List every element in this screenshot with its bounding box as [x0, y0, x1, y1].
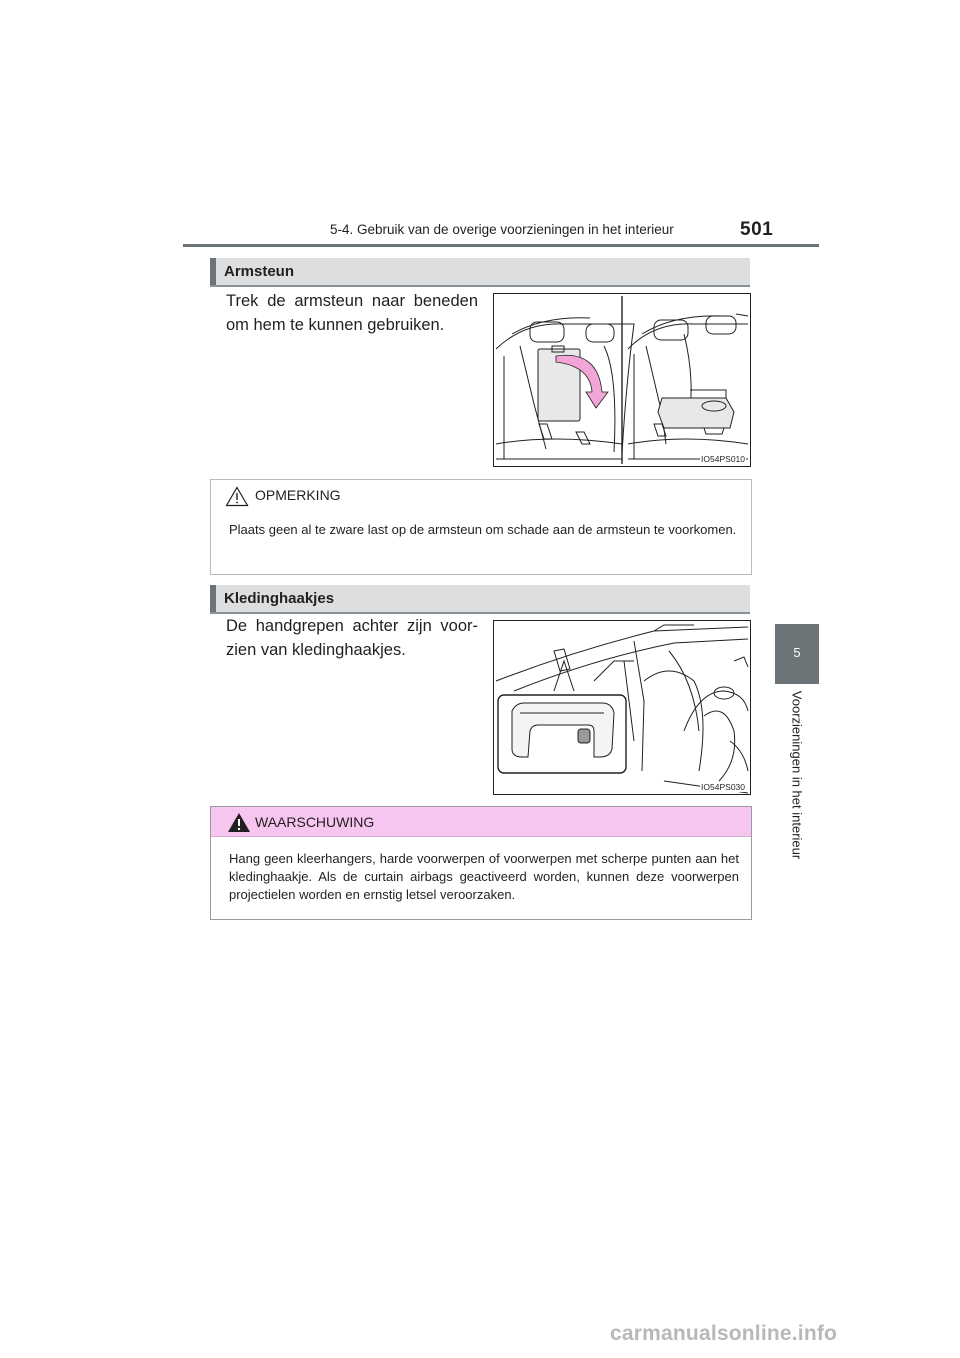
armrest-instruction: Trek de armsteun naar beneden om hem te kunnen gebruiken. [226, 292, 478, 334]
notice-text: Plaats geen al te zware last op de armsteun om schade aan de armsteun te voorkomen. [229, 522, 737, 537]
clothes-hook-illustration [493, 620, 751, 795]
warning-triangle-icon [227, 812, 251, 833]
hooks-instruction: De handgrepen achter zijn voor-zien van kledinghaakjes. [226, 617, 478, 659]
header-rule [183, 244, 819, 247]
warning-text: Hang geen kleerhangers, harde voorwerpen of voorwerpen met scherpe punten aan het kledinghaakje. Als de curtain airbags geactiveerd worden, kunnen deze voorwerpen projectielen worden en ernstig letsel veroorzaken. [229, 851, 739, 902]
clothes-hook-drawing [494, 621, 750, 794]
figure-code: IO54PS010 [701, 454, 745, 464]
notice-title: OPMERKING [255, 487, 341, 503]
chapter-tab [775, 624, 819, 684]
heading-bar [210, 258, 216, 285]
armrest-drawing [494, 294, 750, 466]
heading-label: Kledinghaakjes [224, 590, 335, 607]
caution-triangle-icon [225, 486, 249, 507]
warning-box [210, 806, 752, 920]
page-number: 501 [740, 219, 774, 240]
notice-box [210, 479, 752, 575]
figure-code: IO54PS030 [701, 782, 745, 792]
section-heading-kledinghaakjes [210, 585, 750, 614]
watermark: carmanualsonline.info [610, 1322, 838, 1345]
heading-label: Armsteun [224, 263, 295, 280]
heading-bar [210, 585, 216, 612]
armrest-illustration [493, 293, 751, 467]
chapter-label: Voorzieningen in het interieur [789, 690, 805, 860]
running-header: 5-4. Gebruik van de overige voorzieningen in het interieur [330, 222, 674, 237]
section-heading-armsteun [210, 258, 750, 287]
chapter-number: 5 [793, 645, 801, 660]
warning-title: WAARSCHUWING [255, 814, 375, 830]
